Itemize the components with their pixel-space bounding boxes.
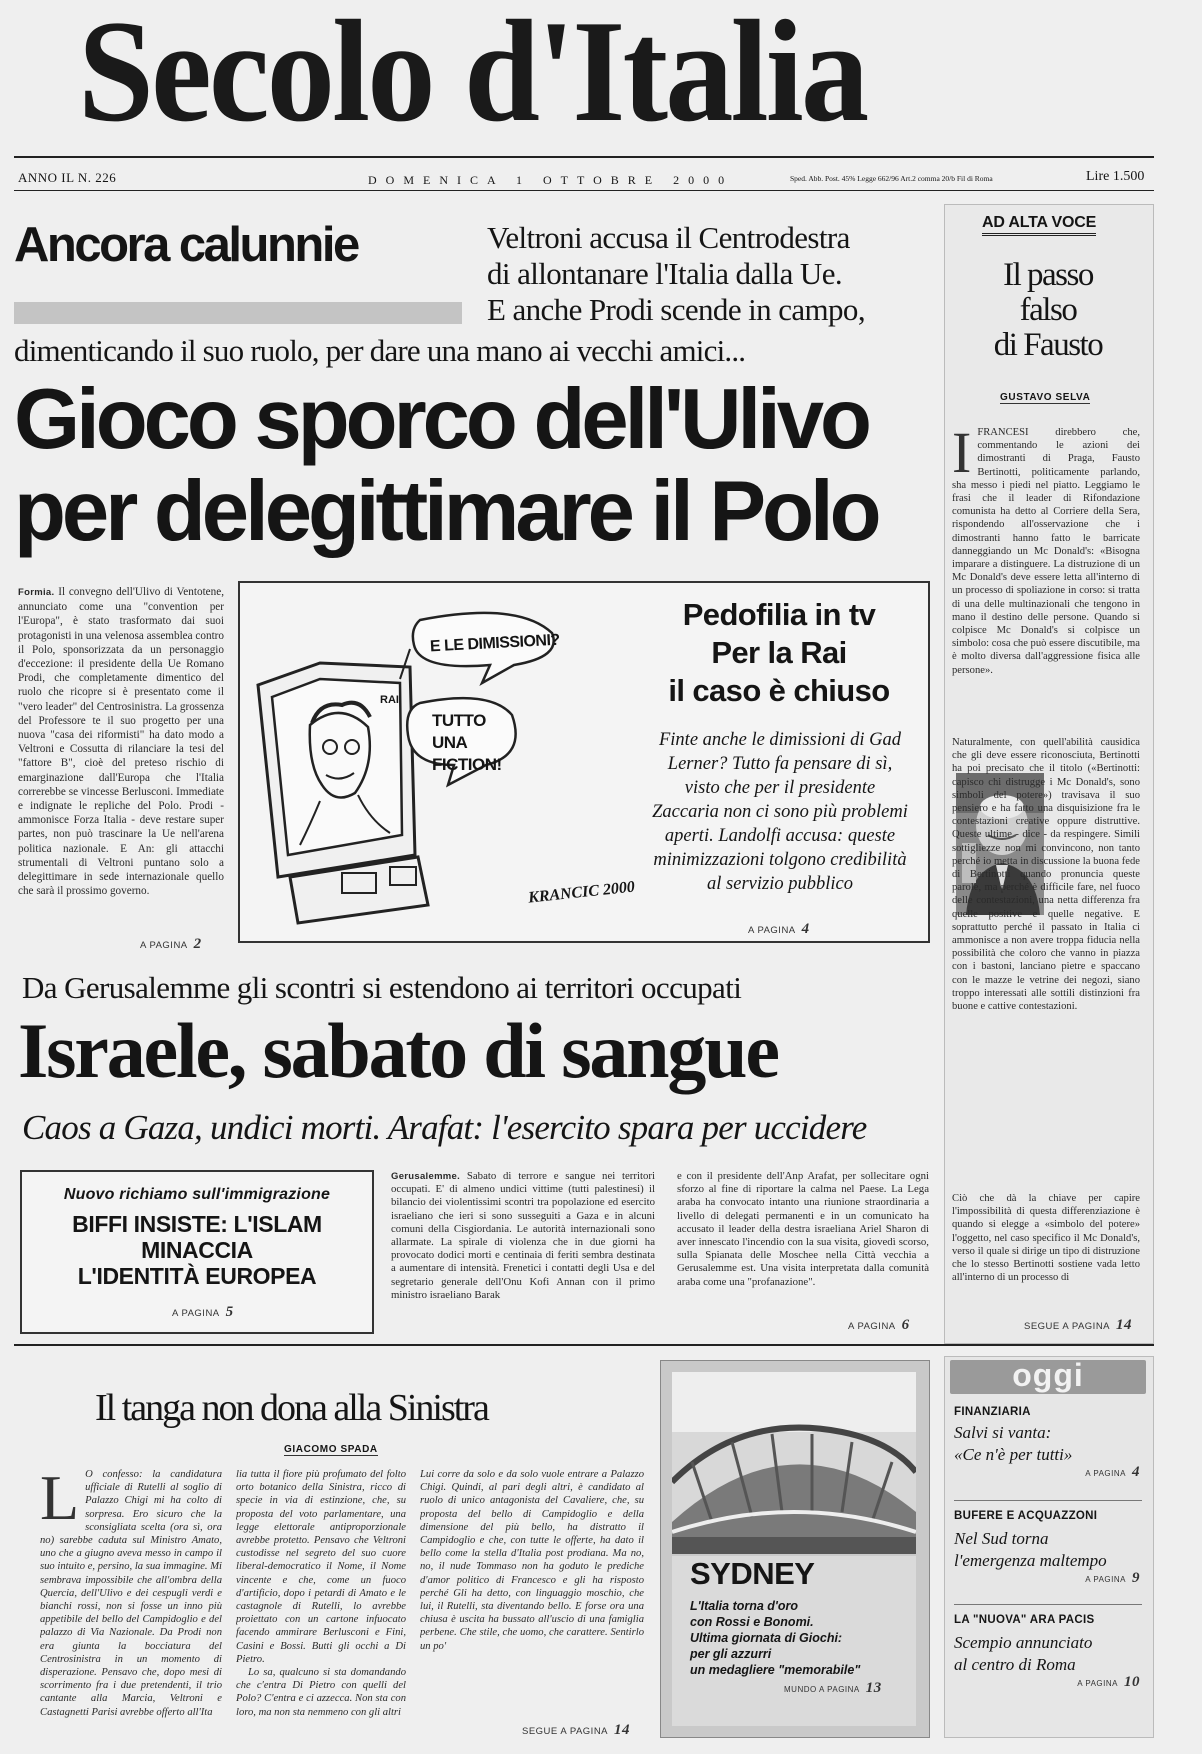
lead-dateline: Formia. — [18, 587, 55, 598]
biffi-headline-1: BIFFI INSISTE: L'ISLAM — [72, 1211, 322, 1237]
oggi-item-1-ref — [954, 1464, 1140, 1481]
tanga-col-1 — [40, 1468, 222, 1728]
lead-deck-line-3: E anche Prodi scende in campo, — [487, 292, 865, 327]
alta-voce-title-1: Il passo — [1003, 257, 1093, 293]
alta-voce-section: AD ALTA VOCE — [982, 214, 1096, 236]
sydney-body-5: un medagliere "memorabile" — [690, 1663, 861, 1677]
oggi-item-2-text-2: l'emergenza maltempo — [954, 1551, 1107, 1570]
lead-deck-line-2: di allontanare l'Italia dalla Ue. — [487, 256, 843, 291]
alta-voce-page-ref[interactable] — [1024, 1317, 1132, 1334]
rai-page-ref-label: A PAGINA — [748, 925, 796, 936]
biffi-headline-2: MINACCIA — [141, 1237, 253, 1263]
lead-headline-2: per delegittimare il Polo — [14, 464, 878, 559]
oggi-item-3-text-1: Scempio annunciato — [954, 1633, 1093, 1652]
sydney-body-2: con Rossi e Bonomi. — [690, 1615, 814, 1629]
masthead-rule-bottom — [14, 190, 1154, 191]
alta-voce-title-2: falso — [1019, 292, 1077, 328]
tanga-col-2 — [236, 1468, 406, 1728]
cartoon-tv-label: RAI — [380, 694, 399, 706]
oggi-item-3-text-2: al centro di Roma — [954, 1655, 1076, 1674]
tanga-page-ref[interactable] — [522, 1722, 630, 1739]
alta-voce-body-1 — [952, 426, 1140, 734]
rai-headline-2: Per la Rai — [711, 635, 847, 670]
israel-dateline: Gerusalemme. — [391, 1171, 461, 1182]
alta-voce-body-2: Naturalmente, con quell'abilità causidica che gli deve essere riconosciuta, Bertinotti ha poi precisato che il titolo («Bertinotti: capisco chi distrugge i Mc Donald's, sono simboli del potere») travisava il suo pensiero e ha fatto una disquisizione fra le contestazioni creative oppure distruttive. Queste ultime - dice - da respingere. Simili sottigliezze non mi convincono, non tanto perché io metta in discussione la buona fede di Bertinotti quando pronuncia queste parole, ma perché è difficile fare, nel fuoco delle contestazioni, una netta differenza fra quelle positive e quelle negative. E soprattutto perché il passato in Italia ci ammonisce a non avere troppa fiducia nella possibilità che coloro che vanno in piazza con i bastoni, lanciano pietre e spaccano con le mazze le vetrine dei negozi, siano troppo interessati alle sottili distinzioni fra buone e cattive contestazioni. — [952, 737, 1140, 1013]
oggi-item-3-ref — [954, 1674, 1140, 1691]
lead-page-ref-number: 2 — [193, 936, 202, 952]
israel-kicker: Da Gerusalemme gli scontri si estendono ai territori occupati — [22, 970, 742, 1005]
lead-deck-full-line: dimenticando il suo ruolo, per dare una mano ai vecchi amici... — [14, 333, 746, 368]
israel-page-ref-label: A PAGINA — [848, 1321, 896, 1332]
oggi-item-2-ref-label: A PAGINA — [1085, 1575, 1126, 1584]
issue-price: Lire 1.500 — [1086, 169, 1145, 184]
tanga-author: GIACOMO SPADA — [284, 1444, 378, 1455]
israel-body-col-1 — [391, 1170, 655, 1338]
cartoon-bubble-1-text: E LE DIMISSIONI? — [429, 631, 561, 656]
issue-date: DOMENICA 1 OTTOBRE 2000 — [368, 173, 734, 187]
sydney-body-1: L'Italia torna d'oro — [690, 1599, 799, 1613]
oggi-item-2-ref — [954, 1570, 1140, 1587]
biffi-kicker: Nuovo richiamo sull'immigrazione — [63, 1186, 331, 1203]
rai-headline-1: Pedofilia in tv — [682, 597, 876, 632]
israel-page-ref[interactable] — [848, 1317, 910, 1334]
sydney-page-ref[interactable] — [784, 1680, 882, 1697]
alta-voce-page-ref-label: SEGUE A PAGINA — [1024, 1321, 1111, 1332]
lead-body — [18, 585, 224, 937]
oggi-item-2-label: BUFERE E ACQUAZZONI — [954, 1510, 1098, 1522]
oggi-item-2[interactable] — [954, 1510, 1140, 1587]
oggi-divider-2 — [954, 1604, 1142, 1605]
alta-voce-page-ref-number: 14 — [1116, 1317, 1133, 1333]
biffi-page-ref-number: 5 — [225, 1304, 234, 1320]
oggi-divider-1 — [954, 1500, 1142, 1501]
postal-info: Sped. Abb. Post. 45% Legge 662/96 Art.2 comma 20/b Fil di Roma — [790, 174, 993, 183]
tanga-col-1-text: O confesso: la candidatura ufficiale di Rutelli al soglio di Palazzo Chigi mi ha colto di sorpresa. Ero sicuro che la sconsigliata scelta (ora sì, ora no) sarebbe caduta sul Ministro Amato, uno che a giugno aveva messo in campo il suo intuito e, persino, la sua immagine. Mi sembrava impossibile che all'ombra della Quercia, dell'Ulivo e dei cespugli verdi e bianchi rossi, non si fosse un inno più appetibile del bello del Campidoglio e del palazzo di Via Nazionale. Da Prodi non era giunta la bocciatura del Centrosinistra in un momento di disperazione. Pensavo che, dopo mesi di scorrimento fra i due pretendenti, il trio cantante alla Marcia, Veltroni e Castagnetti Parisi avrebbe offerto all'Ita — [40, 1469, 222, 1718]
biffi-headline — [22, 1211, 372, 1289]
rai-headline — [640, 596, 918, 710]
oggi-item-3-ref-number: 10 — [1124, 1674, 1140, 1690]
israel-page-ref-number: 6 — [901, 1317, 910, 1333]
alta-voce-body-text-1: FRANCESI direbbero che, commentando le azioni dei dimostranti di Praga, Fausto Bertinotti, politicamente parlando, sha messo i piedi nel piatto. Leggiamo le frasi che il leader di Rifondazione comunista ha detto al Corriere della Sera, rispondendo all'osservazione che i dimostranti hanno fatto le barricate danneggiando un Mc Donald's: «Bisogna imparare a distinguere. La distruzione di un Mc Donald's deve essere letta all'interno di un processo di spoliazione in corso: si tratta di una delle multinazionali che tengono in mano il destino delle persone. Quando si colpisce Mc Donald's si colpisce un simbolo: cosa che può essere discutibile, ma è molto diversa dall'aggressione fisica alle persone». — [952, 427, 1140, 676]
lower-section-rule — [14, 1344, 1154, 1346]
sydney-body-3: Ultima giornata di Giochi: — [690, 1631, 843, 1645]
israel-body-text-1: Sabato di terrore e sangue nei territori occupati. E' di almeno undici vittime (tutti palestinesi) il bilancio dei violentissimi scontri tra popolazione ed esercito israeliano che ieri si sono susseguiti a Gaza e in alcuni comuni della Cisgiordania. Le autorità internazionali sono allarmate. La spirale di violenza che in due giorni ha provocato dodici morti e centinaia di feriti sembra destinata a aumentare di intensità. Frenetici i contatti degli Usa e del segretario generale dell'Onu Kofi Annan con il primo ministro israeliano Barak — [391, 1170, 655, 1301]
oggi-item-2-text-1: Nel Sud torna — [954, 1529, 1049, 1548]
alta-voce-title — [946, 258, 1150, 363]
lead-kicker-underline — [14, 302, 462, 324]
tanga-headline: Il tanga non dona alla Sinistra — [95, 1387, 488, 1429]
biffi-page-ref[interactable] — [172, 1304, 234, 1321]
tanga-dropcap: L — [40, 1468, 80, 1533]
sydney-page-ref-label: MUNDO A PAGINA — [784, 1685, 860, 1694]
lead-body-text: Il convegno dell'Ulivo di Ventotene, annunciato come una "convention per l'Europa", è stato trasformato dai suoi protagonisti in una velenosa assemblea contro il Polo, sponsorizzata da un personaggio d'eccezione: il presidente della Ue Romano Prodi, che completamente dimentico del ruolo che ricopre si è presentato come il "vero leader" del Centrosinistra. La grossenza del Professore te il suo progetto per una nuova "casa dei riformisti" ha dato modo a Veltroni e Cossutta di rilanciare la tesi del "fattore B", cioè del preteso rischio di emarginazione dall'Europa che l'Italia correrebbe se vincesse Berlusconi. Immediate e indignate le repliche del Polo. Prodi - ammonisce Forza Italia - deve restare super partes, non può trascinare la Ue nell'arena politica nazionale. E An: gli attacchi strumentali di Veltroni puntano solo a delegittimare in sede internazionale quello che sarà il prossimo governo. — [18, 586, 224, 898]
oggi-item-1[interactable] — [954, 1406, 1140, 1481]
rai-body: Finte anche le dimissioni di Gad Lerner? Tutto fa pensare di sì, visto che per il presidente Zaccaria non ci sono più problemi aperti. Landolfi accusa: queste minimizzazioni tolgono credibilità al servizio pubblico — [652, 730, 908, 894]
sydney-body-4: per gli azzurri — [690, 1647, 772, 1661]
oggi-item-2-ref-number: 9 — [1132, 1570, 1140, 1586]
tanga-page-ref-label: SEGUE A PAGINA — [522, 1726, 609, 1737]
tanga-col-3: Lui corre da solo e da solo vuole entrare a Palazzo Chigi. Quindi, al pari degli altri, è candidato al ruolo di unico antagonista del Cavaliere, che, su proposta del bello di Campidoglio e della dimensione del più bello, ha distratto il Campidoglio e che, con tutte le offerte, ha dato il bello come la stella d'Italia post prodiana. Ma no, no, il nude Tommaso non ha goduto le prediche d'amor politico di Francesco e gli ha risposto perché Gli ha detto, con linguaggio moschio, che lui, il Rutelli, sta diventando bello. E forse ora una chiusa è uscita ha bussato all'uscio di una famiglia perbene. Che stile, che uomo, che carattere. Sentirlo un po' — [420, 1469, 644, 1652]
oggi-item-1-ref-number: 4 — [1132, 1464, 1140, 1480]
lead-headline-1: Gioco sporco dell'Ulivo — [14, 372, 868, 467]
sydney-photo — [672, 1372, 916, 1554]
oggi-title: oggi — [1012, 1357, 1084, 1393]
alta-voce-title-3: di Fausto — [993, 327, 1103, 363]
alta-voce-body-3: Ciò che dà la chiave per capire l'impossibilità di questa differenziazione è quando si elegge a «simbolo del potere» l'oggetto, nel caso specifico il Mc Donald's, verso il quale si dirige un tipo di distruzione che lo stesso Bertinotti sostiene vada letto all'interno di un processo di — [952, 1193, 1140, 1284]
oggi-item-3-ref-label: A PAGINA — [1077, 1679, 1118, 1688]
lead-deck-line-1: Veltroni accusa il Centrodestra — [487, 220, 850, 255]
oggi-item-1-text-1: Salvi si vanta: — [954, 1423, 1052, 1442]
tanga-col-2b-text: Lo sa, qualcuno si sta domandando che c'entra Di Pietro con quelli del Polo? C'entra e ci azzecca. Non sta con loro, ma non sta nemmeno con gli altri — [236, 1667, 406, 1718]
alta-voce-author: GUSTAVO SELVA — [1000, 392, 1091, 403]
rai-headline-3: il caso è chiuso — [668, 673, 890, 708]
israel-body-col-2: e con il presidente dell'Anp Arafat, per sollecitare ogni sforzo al fine di riportare la calma nel Paese. La Lega araba ha convocato intanto una riunione straordinaria a livello di delegati permanenti e in un comunicato ha accusato il leader della destra israeliana Ariel Sharon di aver innescato l'incendio con la sua visita, giovedì scorso, sulla Spianata delle Moschee nella Città vecchia a Gerusalemme est. Una visita interpretata dalla comunità araba come una "profanazione". — [677, 1170, 929, 1288]
rai-page-ref[interactable] — [748, 921, 810, 938]
masthead-title: Secolo d'Italia — [78, 0, 867, 152]
issue-number: ANNO IL N. 226 — [18, 170, 117, 185]
tanga-page-ref-number: 14 — [614, 1722, 631, 1738]
oggi-item-1-label: FINANZIARIA — [954, 1406, 1031, 1418]
oggi-item-1-text-2: «Ce n'è per tutti» — [954, 1445, 1073, 1464]
israel-headline: Israele, sabato di sangue — [18, 1007, 778, 1094]
alta-voce-dropcap: I — [952, 426, 972, 485]
lead-page-ref[interactable] — [140, 936, 202, 953]
masthead-rule-top — [14, 156, 1154, 158]
oggi-item-3-label: LA "NUOVA" ARA PACIS — [954, 1614, 1095, 1626]
tanga-col-2-text: lia tutta il fiore più profumato del folto orto botanico della Sinistra, ricco di specie in via di estinzione, che, su proposta del voto parlamentare, una legge elettorale antiproporzionale avrebbe protetto. Pensavo che Veltroni custodisse nel segreto del suo cuore liberal-democratico il Nome, il Nome vincente e che, come un fuoco d'artificio, dopo i petardi di Amato e le castagnole di Rutelli, lo avrebbe proiettato con un cartone infuocato facendo ammirare Berlusconi e Fini, Casini e Bossi. Butti gli occhi a Di Pietro. — [236, 1469, 406, 1665]
biffi-headline-3: L'IDENTITÀ EUROPEA — [77, 1263, 317, 1289]
biffi-page-ref-label: A PAGINA — [172, 1308, 220, 1319]
sydney-body — [690, 1598, 910, 1678]
rai-page-ref-number: 4 — [801, 921, 810, 937]
lead-kicker: Ancora calunnie — [14, 218, 358, 272]
oggi-item-1-ref-label: A PAGINA — [1085, 1469, 1126, 1478]
sydney-page-ref-number: 13 — [865, 1680, 882, 1696]
cartoon-signature: KRANCIC 2000 — [527, 878, 636, 907]
israel-deck: Caos a Gaza, undici morti. Arafat: l'esercito spara per uccidere — [22, 1108, 867, 1147]
cartoon-bubble-2-text: TUTTO UNA FICTION! — [432, 711, 502, 774]
sydney-title: SYDNEY — [690, 1556, 815, 1591]
oggi-item-3[interactable] — [954, 1614, 1140, 1691]
lead-page-ref-label: A PAGINA — [140, 940, 188, 951]
lead-deck — [487, 220, 865, 328]
